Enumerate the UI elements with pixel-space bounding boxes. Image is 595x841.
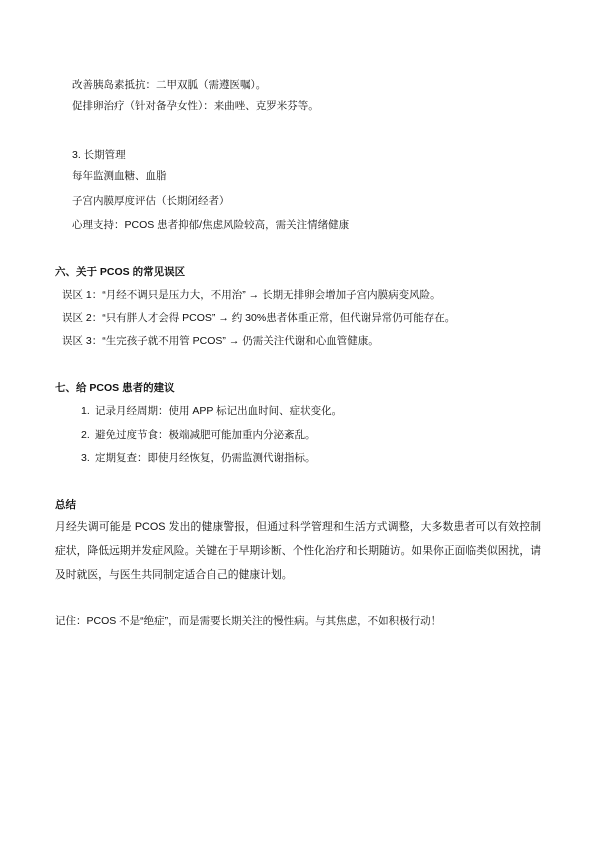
summary-heading: 总结 [55,499,76,511]
advice-number: 2. [81,429,90,441]
treatment-item: 改善胰岛素抵抗：二甲双胍（需遵医嘱）。 [72,79,267,91]
advice-number: 3. [81,452,90,464]
myth-item: 误区 1：“月经不调只是压力大，不用治” → 长期无排卵会增加子宫内膜病变风险。 [62,289,441,301]
advice-heading: 七、给 PCOS 患者的建议 [55,382,175,394]
advice-text: 避免过度节食：极端减肥可能加重内分泌紊乱。 [95,429,316,441]
long-term-title: 3. 长期管理 [72,149,126,161]
summary-paragraph: 月经失调可能是 PCOS 发出的健康警报，但通过科学管理和生活方式调整，大多数患者可以有效控制症状，降低远期并发症风险。关键在于早期诊断、个性化治疗和长期随访。如果你正面临类似困扰，请及时就医，与医生共同制定适合自己的健康计划。 [55,521,541,581]
advice-item [81,404,342,418]
myths-heading: 六、关于 PCOS 的常见误区 [55,266,186,278]
advice-number: 1. [81,405,90,417]
myth-item: 误区 3：“生完孩子就不用管 PCOS” → 仍需关注代谢和心血管健康。 [62,335,379,347]
treatment-item: 促排卵治疗（针对备孕女性）：来曲唑、克罗米芬等。 [72,100,319,112]
advice-text: 定期复查：即使月经恢复，仍需监测代谢指标。 [95,452,316,464]
long-term-item: 每年监测血糖、血脂 [72,170,167,182]
advice-text: 记录月经周期：使用 APP 标记出血时间、症状变化。 [95,405,343,417]
reminder-text: 记住：PCOS 不是“绝症”，而是需要长期关注的慢性病。与其焦虑，不如积极行动！ [55,615,442,627]
advice-item [81,451,316,465]
advice-item [81,428,316,442]
myth-item: 误区 2：“只有胖人才会得 PCOS” → 约 30%患者体重正常，但代谢异常仍可能存在。 [62,312,456,324]
long-term-item: 子宫内膜厚度评估（长期闭经者） [72,195,230,207]
long-term-item: 心理支持：PCOS 患者抑郁/焦虑风险较高，需关注情绪健康 [72,219,350,231]
